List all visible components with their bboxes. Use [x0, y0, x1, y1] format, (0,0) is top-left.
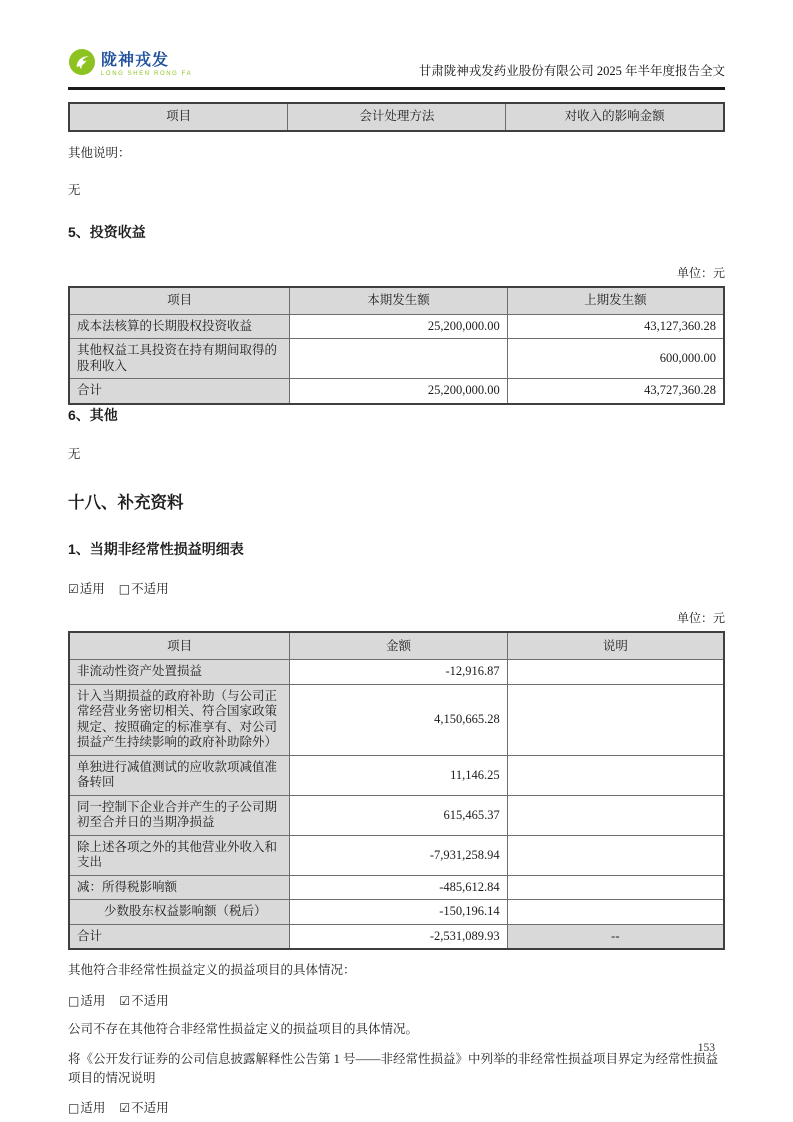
chapter-heading-supplementary: 十八、补充资料 [68, 494, 184, 513]
option-label: 不适用 [131, 994, 169, 1008]
page-number: 153 [697, 1042, 715, 1054]
checkbox-checked-icon: ☑ [119, 1101, 131, 1116]
note-cell [507, 900, 724, 925]
item-cell: 减：所得税影响额 [69, 875, 290, 900]
item-cell: 同一控制下企业合并产生的子公司期初至合并日的当期净损益 [69, 795, 290, 835]
current-amount-cell [290, 339, 507, 379]
amount-cell: -485,612.84 [290, 875, 507, 900]
unit-label: 单位：元 [676, 611, 725, 626]
prior-amount-cell: 600,000.00 [507, 339, 724, 379]
checkbox-unchecked-icon: □ [68, 994, 80, 1008]
table-row [69, 314, 724, 339]
report-title: 甘肃陇神戎发药业股份有限公司 2025 年半年度报告全文 [418, 64, 725, 78]
applicable-option [68, 994, 105, 1008]
item-cell: 单独进行减值测试的应收款项减值准备转回 [69, 755, 290, 795]
table-row [69, 755, 724, 795]
item-cell: 合计 [69, 379, 290, 404]
not-applicable-option [119, 582, 169, 596]
col-header-current-period: 本期发生额 [290, 287, 507, 315]
note-cell: -- [507, 924, 724, 949]
applicability-line [68, 1098, 725, 1116]
table-row [69, 339, 724, 379]
applicability-line [68, 579, 725, 597]
nonrecurring-items-table [68, 631, 725, 950]
current-amount-cell: 25,200,000.00 [290, 314, 507, 339]
col-header-item: 项目 [69, 632, 290, 660]
table-header-row [69, 287, 724, 315]
investment-income-table [68, 286, 725, 405]
table-row [69, 875, 724, 900]
note-cell [507, 875, 724, 900]
other-note-label: 其他说明： [68, 146, 131, 160]
not-applicable-option [119, 994, 168, 1008]
amount-cell: -150,196.14 [290, 900, 507, 925]
prior-amount-cell: 43,727,360.28 [507, 379, 724, 404]
col-header-amount: 金额 [290, 632, 507, 660]
note-cell [507, 795, 724, 835]
checkbox-unchecked-icon: □ [68, 1101, 80, 1116]
note-cell [507, 755, 724, 795]
col-header-prior-period: 上期发生额 [507, 287, 724, 315]
col-header-accounting-method: 会计处理方法 [288, 103, 506, 131]
current-amount-cell: 25,200,000.00 [290, 379, 507, 404]
item-cell: 其他权益工具投资在持有期间取得的股利收入 [69, 339, 290, 379]
checkbox-unchecked-icon: □ [118, 582, 131, 597]
col-header-income-impact: 对收入的影响金额 [506, 103, 724, 131]
table-header-row [69, 632, 724, 660]
amount-cell: 615,465.37 [290, 795, 507, 835]
applicability-line [68, 991, 725, 1009]
option-label: 适用 [79, 582, 105, 597]
item-cell: 除上述各项之外的其他营业外收入和支出 [69, 835, 290, 875]
logo-icon [68, 48, 96, 81]
table-total-row [69, 379, 724, 404]
item-cell: 非流动性资产处置损益 [69, 660, 290, 685]
accounting-method-table [68, 102, 725, 132]
table-total-row [69, 924, 724, 949]
company-logo [68, 48, 192, 81]
col-header-note: 说明 [507, 632, 724, 660]
col-header-item: 项目 [69, 287, 290, 315]
section-heading-investment-income: 5、投资收益 [68, 223, 146, 240]
section-other-value: 无 [68, 446, 81, 461]
item-cell: 计入当期损益的政府补助（与公司正常经营业务密切相关、符合国家政策规定、按照确定的标准享有、对公司损益产生持续影响的政府补助除外） [69, 684, 290, 755]
table-row [69, 900, 724, 925]
note-cell [507, 835, 724, 875]
checkbox-checked-icon: ☑ [119, 994, 131, 1008]
other-items-title: 其他符合非经常性损益定义的损益项目的具体情况： [68, 963, 356, 978]
table-row [69, 660, 724, 685]
item-cell: 合计 [69, 924, 290, 949]
table-row [69, 795, 724, 835]
checkbox-checked-icon: ☑ [68, 582, 79, 597]
amount-cell: 4,150,665.28 [290, 684, 507, 755]
header-divider [68, 87, 725, 90]
item-cell: 成本法核算的长期股权投资收益 [69, 314, 290, 339]
report-header [68, 0, 725, 81]
option-label: 适用 [80, 1101, 106, 1116]
option-label: 不适用 [131, 1101, 169, 1116]
logo-company-name-en: LONG SHEN RONG FA [101, 70, 193, 77]
table-row [69, 835, 724, 875]
applicable-option [68, 582, 105, 596]
not-applicable-option [119, 1101, 168, 1115]
unit-label: 单位：元 [676, 265, 725, 280]
applicable-option [68, 1101, 105, 1115]
note-cell [507, 660, 724, 685]
amount-cell: -2,531,089.93 [290, 924, 507, 949]
logo-company-name: 陇神戎发 [101, 51, 170, 69]
other-note-value: 无 [68, 182, 81, 197]
section-heading-other: 6、其他 [68, 406, 118, 423]
no-other-items-text: 公司不存在其他符合非经常性损益定义的损益项目的具体情况。 [68, 1022, 419, 1036]
note-cell [507, 684, 724, 755]
prior-amount-cell: 43,127,360.28 [507, 314, 724, 339]
option-label: 不适用 [131, 582, 169, 597]
definition-note-text: 将《公开发行证券的公司信息披露解释性公告第 1 号——非经常性损益》中列举的非经常性损益项目界定为经常性损益项目的情况说明 [68, 1051, 719, 1085]
amount-cell: 11,146.25 [290, 755, 507, 795]
option-label: 适用 [80, 994, 106, 1008]
item-cell: 少数股东权益影响额（税后） [69, 900, 290, 925]
amount-cell: -12,916.87 [290, 660, 507, 685]
col-header-item: 项目 [69, 103, 288, 131]
subsection-heading-nonrecurring: 1、当期非经常性损益明细表 [68, 541, 244, 558]
table-row [69, 684, 724, 755]
table-header-row [69, 103, 724, 131]
amount-cell: -7,931,258.94 [290, 835, 507, 875]
